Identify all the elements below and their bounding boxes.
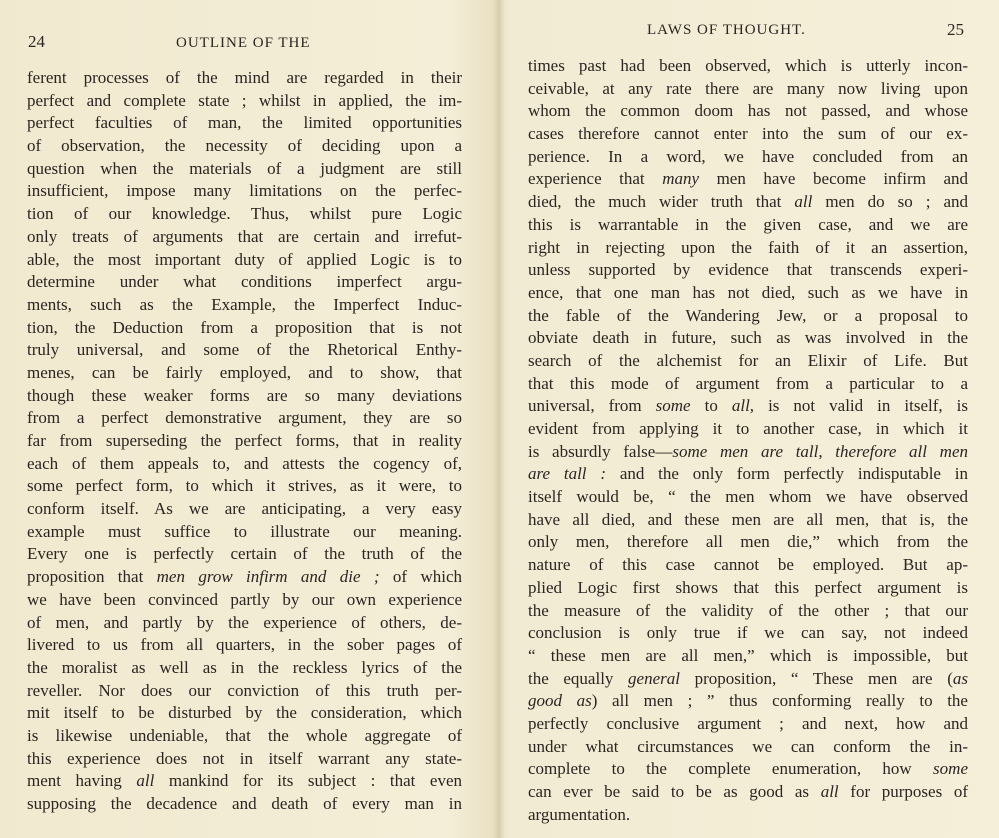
text-segment: search of the alchemist for an Elixir of Life. But [528,350,968,370]
text-segment: tion of our knowledge. Thus, whilst pure Logic [27,204,462,224]
right-page [500,0,999,838]
text-segment: example must suffice to illustrate our meaning. [27,521,462,541]
text-line [528,622,968,645]
text-segment: reveller. Nor does our conviction of this truth per- [27,680,462,700]
italic-text-segment: some [655,396,691,416]
text-segment: “ these men are all men,” which is impossible, but [528,645,968,665]
text-line [27,249,462,272]
right-page-number: 25 [947,20,964,39]
text-line [528,531,968,554]
text-line [27,294,462,317]
text-segment: mit itself to be disturbed by the consideration, which [27,703,462,723]
text-line [528,100,968,123]
text-line [528,373,968,396]
text-segment: unless supported by evidence that transcends experi- [528,260,968,280]
text-line [27,702,462,725]
text-segment: perfectly conclusive argument ; and next, how and [528,713,968,733]
text-line [27,566,462,589]
text-segment: of observation, the necessity of deciding upon a [27,136,462,156]
text-segment: determine under what conditions imperfect argu- [27,272,462,292]
text-segment: universal, from [528,396,656,416]
text-line [27,135,462,158]
text-segment: died, the much wider truth that [528,192,795,212]
text-line [528,327,968,350]
text-segment: obviate death in future, such as was involved in the [528,328,968,348]
text-line [27,317,462,340]
text-segment: perience. In a word, we have concluded from an [528,146,968,166]
text-line [528,282,968,305]
italic-text-segment: good as [528,691,592,711]
text-segment: complete to the complete enumeration, how [528,759,934,779]
text-segment: ceivable, at any rate there are many now living upon [528,78,968,98]
text-segment: itself would be, “ the men whom we have observed [528,487,968,507]
italic-text-segment: all [136,771,155,791]
text-line [528,214,968,237]
text-segment: plied Logic first shows that this perfect argument is [528,577,968,597]
text-line [27,271,462,294]
text-segment: of which [379,567,462,587]
text-segment: mankind for its subject : that even [154,771,462,791]
text-line [528,146,968,169]
text-segment: right in rejecting upon the faith of it an assertion, [528,237,968,257]
text-segment: able, the most important duty of applied Logic is to [27,249,462,269]
text-line [528,395,968,418]
left-page-text [27,67,462,816]
italic-text-segment: as [952,668,968,688]
italic-text-segment: all [794,192,813,212]
text-line [528,758,968,781]
text-segment: Every one is perfectly certain of the truth of the [27,544,462,564]
text-line [528,463,968,486]
text-segment: insufficient, impose many limitations on the perfec- [27,181,462,201]
text-segment: tion, the Deduction from a proposition that is not [27,317,462,337]
text-segment: some perfect form, to which it strives, as it were, to [27,476,462,496]
text-segment: truly universal, and some of the Rhetorical Enthy- [27,340,462,360]
text-segment: can ever be said to be as good as [528,782,821,801]
text-segment: supposing the decadence and death of every man in [27,794,462,813]
italic-text-segment: are tall : [528,464,606,484]
text-line [528,418,968,441]
text-line [27,158,462,181]
text-segment: from a perfect demonstrative argument, they are so [27,408,462,428]
italic-text-segment: all [820,782,839,801]
text-line [528,509,968,532]
text-segment: proposition, “ These men are ( [679,668,953,688]
text-line [27,657,462,680]
text-segment: conclusion is only true if we can say, not indeed [528,623,968,643]
text-line [528,804,968,827]
text-line [528,191,968,214]
italic-text-segment: many [662,169,700,189]
text-segment: only treats of arguments that are certain and irrefut- [27,226,462,246]
text-segment: menes, can be fairly employed, and to show, that [27,362,462,382]
text-line [528,168,968,191]
text-segment: to [690,396,732,416]
text-line [27,385,462,408]
italic-text-segment: all, [731,396,755,416]
text-line [27,725,462,748]
text-segment: the moralist as well as in the reckless lyrics of the [27,657,462,677]
text-segment: of men, and partly by the experience of others, de- [27,612,462,632]
text-segment: though these weaker forms are so many deviations [27,385,462,405]
text-segment: nature of this case cannot be employed. But ap- [528,555,968,575]
text-line [27,793,462,816]
text-line [27,634,462,657]
text-segment: ferent processes of the mind are regarded in their [27,68,462,87]
text-line [528,123,968,146]
right-page-text [528,55,968,826]
italic-text-segment: men grow infirm and die ; [156,567,380,587]
text-line [528,713,968,736]
left-running-head: OUTLINE OF THE [176,35,311,51]
text-line [528,78,968,101]
text-segment: ments, such as the Example, the Imperfect Induc- [27,294,462,314]
text-line [27,67,462,90]
text-segment: that this mode of argument from a particular to a [528,373,968,393]
text-segment: is not valid in itself, is [754,396,969,416]
text-segment: and the only form perfectly indisputable in [606,464,968,484]
text-line [27,180,462,203]
text-line [27,203,462,226]
text-segment: conform itself. As we are anticipating, a very easy [27,499,462,519]
text-line [27,475,462,498]
text-line [528,259,968,282]
text-line [27,339,462,362]
text-segment: whom the common doom has not passed, and whose [528,101,968,121]
text-line [528,486,968,509]
text-segment: for purposes of [838,782,968,801]
text-segment: this experience does not in itself warrant any state- [27,748,462,768]
text-segment: far from superseding the perfect forms, that in reality [27,431,462,450]
text-segment: the fable of the Wandering Jew, or a proposal to [528,305,968,325]
text-line [27,226,462,249]
text-segment: the equally [528,668,629,688]
text-line [27,543,462,566]
text-line [528,237,968,260]
text-line [528,441,968,464]
left-page-number: 24 [28,32,45,51]
text-line [27,612,462,635]
text-line [27,589,462,612]
text-segment: under what circumstances we can conform the in- [528,736,968,756]
text-line [27,680,462,703]
italic-text-segment: some [933,759,968,779]
text-line [528,350,968,373]
text-segment: livered to us from all quarters, in the sober pages of [27,635,462,655]
text-segment: only men, therefore all men die,” which from the [528,532,968,552]
text-line [528,668,968,691]
text-line [528,690,968,713]
text-segment: ment having [27,771,137,791]
text-segment: cases therefore cannot enter into the sum of our ex- [528,124,968,144]
text-line [528,554,968,577]
text-line [528,736,968,759]
italic-text-segment: general [628,668,680,688]
text-line [27,90,462,113]
text-line [528,781,968,804]
italic-text-segment: some men are tall, therefore all men [672,441,969,461]
text-segment: proposition that [27,567,157,587]
text-segment: ence, that one man has not died, such as we have in [528,282,968,302]
text-line [27,521,462,544]
text-line [27,112,462,135]
text-segment: men have become infirm and [699,169,968,189]
text-segment: perfect faculties of man, the limited opportunities [27,113,462,133]
text-line [528,600,968,623]
text-line [528,645,968,668]
text-line [27,453,462,476]
text-segment: this is warrantable in the given case, and we are [528,214,968,234]
text-segment: times past had been observed, which is utterly incon- [528,56,968,75]
text-line [528,55,968,78]
right-running-head: LAWS OF THOUGHT. [647,22,806,38]
text-line [27,407,462,430]
text-segment: is absurdly false— [528,441,673,461]
left-page [0,0,499,838]
text-line [27,770,462,793]
text-segment: have all died, and these men are all men, that is, the [528,509,968,529]
text-line [27,498,462,521]
text-segment: experience that [528,169,663,189]
text-line [528,577,968,600]
text-segment: evident from applying it to another case, in which it [528,419,968,438]
text-line [528,305,968,328]
text-segment: men do so ; and [812,192,968,212]
text-line [27,430,462,453]
text-segment: the measure of the validity of the other ; that our [528,600,968,620]
text-segment: argumentation. [528,804,631,824]
text-segment: perfect and complete state ; whilst in applied, the im- [27,90,462,110]
text-line [27,748,462,771]
text-segment: question when the materials of a judgment are still [27,158,462,178]
text-segment: each of them appeals to, and attests the cogency of, [27,453,462,473]
text-segment: ) all men ; ” thus conforming really to the [591,691,968,711]
text-segment: we have been convinced partly by our own experience [27,589,462,609]
text-line [27,362,462,385]
text-segment: is likewise undeniable, that the whole aggregate of [27,725,462,745]
